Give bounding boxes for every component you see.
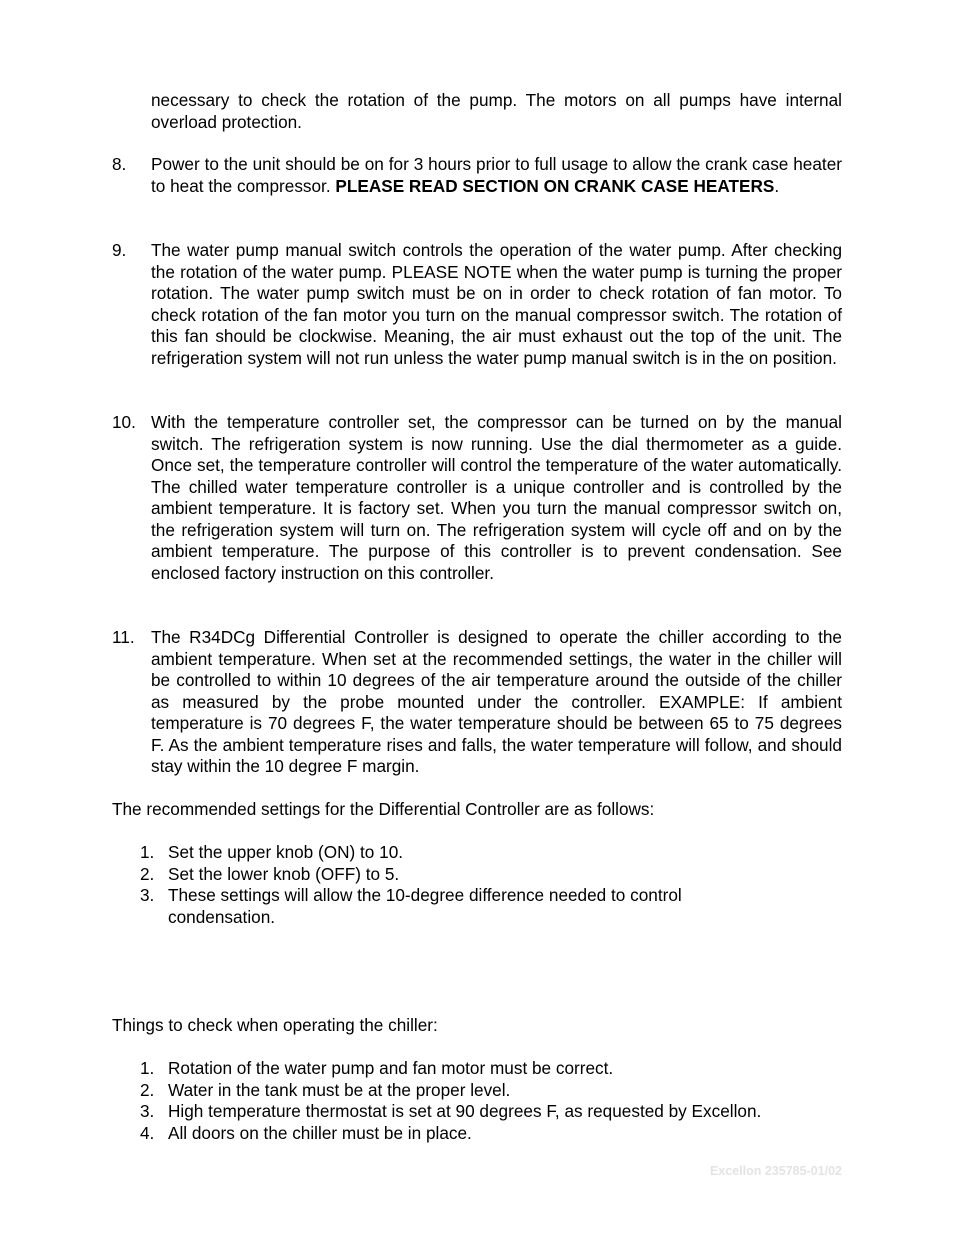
item-text: Rotation of the water pump and fan motor must be correct.: [168, 1058, 614, 1078]
item-text-line: condensation.: [168, 906, 276, 927]
list-item-8: [112, 154, 842, 197]
continued-paragraph: necessary to check the rotation of the pump. The motors on all pumps have internal overload protection.: [151, 90, 842, 132]
settings-list: [112, 842, 842, 928]
item-number: 11.: [112, 627, 135, 647]
item-number: 9.: [112, 240, 127, 260]
item-number: 10.: [112, 412, 136, 432]
item-number: 1.: [140, 842, 155, 862]
item-number: 3.: [140, 885, 155, 905]
item-text: [168, 885, 842, 928]
item-text: Water in the tank must be at the proper level.: [168, 1079, 511, 1100]
document-footer: Excellon 235785-01/02: [709, 1164, 842, 1178]
item-number: 1.: [140, 1058, 155, 1078]
item-number: 3.: [140, 1101, 155, 1121]
list-item: [112, 842, 842, 864]
item-text: All doors on the chiller must be in place.: [168, 1122, 472, 1143]
item-number: 2.: [140, 1079, 155, 1100]
item-text: The R34DCg Differential Controller is designed to operate the chiller according to the ambient temperature. When set at the recommended settings, the water in the chiller will be controlled to within 10 degrees of the air temperature around the outside of the chiller as measured by the probe mounted under the controller. EXAMPLE: If ambient temperature is 70 degrees F, the water temperature should be between 65 to 75 degrees F. As the ambient temperature rises and falls, the water temperature will follow, and should stay within the 10 degree F margin.: [151, 627, 842, 776]
item-number: 8.: [112, 154, 127, 174]
checks-list: [112, 1058, 842, 1144]
item-text: [151, 154, 842, 197]
list-item-10: [112, 412, 842, 584]
list-item: [112, 864, 842, 886]
item-text: High temperature thermostat is set at 90 degrees F, as requested by Excellon.: [168, 1101, 762, 1121]
item-text-tail: .: [774, 175, 780, 196]
settings-intro: The recommended settings for the Differential Controller are as follows:: [112, 799, 655, 819]
list-item: [112, 1058, 842, 1080]
list-item: [112, 1101, 842, 1123]
list-item-9: [112, 240, 842, 369]
item-number: 2.: [140, 863, 155, 884]
list-item: [112, 885, 842, 928]
list-item: [112, 1080, 842, 1102]
checks-intro: Things to check when operating the chiller:: [112, 1015, 438, 1035]
item-text-line: These settings will allow the 10-degree difference needed to control: [168, 885, 682, 905]
item-text: Set the lower knob (OFF) to 5.: [168, 863, 400, 884]
list-item: [112, 1123, 842, 1145]
list-item-11: [112, 627, 842, 778]
item-text-lead: Power to the unit should be on for 3 hours prior to full usage to allow the crank case heater to heat the compressor.: [151, 154, 842, 196]
item-text: With the temperature controller set, the compressor can be turned on by the manual switch. The refrigeration system is now running. Use the dial thermometer as a guide. Once set, the temperature controller will control the temperature of the water automatically. The chilled water temperature controller is a unique controller and is controlled by the ambient temperature. It is factory set. When you turn the manual compressor switch on, the refrigeration system will turn on. The refrigeration system will cycle off and on by the ambient temperature. The purpose of this controller is to prevent condensation. See enclosed factory instruction on this controller.: [151, 412, 842, 583]
item-text: The water pump manual switch controls the operation of the water pump. After checking the rotation of the water pump. PLEASE NOTE when the water pump is turning the proper rotation. The water pump switch must be on in order to check rotation of fan motor. To check rotation of the fan motor you turn on the manual compressor switch. The rotation of this fan should be clockwise. Meaning, the air must exhaust out the top of the unit. The refrigeration system will not run unless the water pump manual switch is in the on position.: [151, 240, 842, 368]
item-text: Set the upper knob (ON) to 10.: [168, 842, 404, 862]
item-text-bold: PLEASE READ SECTION ON CRANK CASE HEATERS: [335, 175, 775, 196]
item-number: 4.: [140, 1122, 155, 1143]
